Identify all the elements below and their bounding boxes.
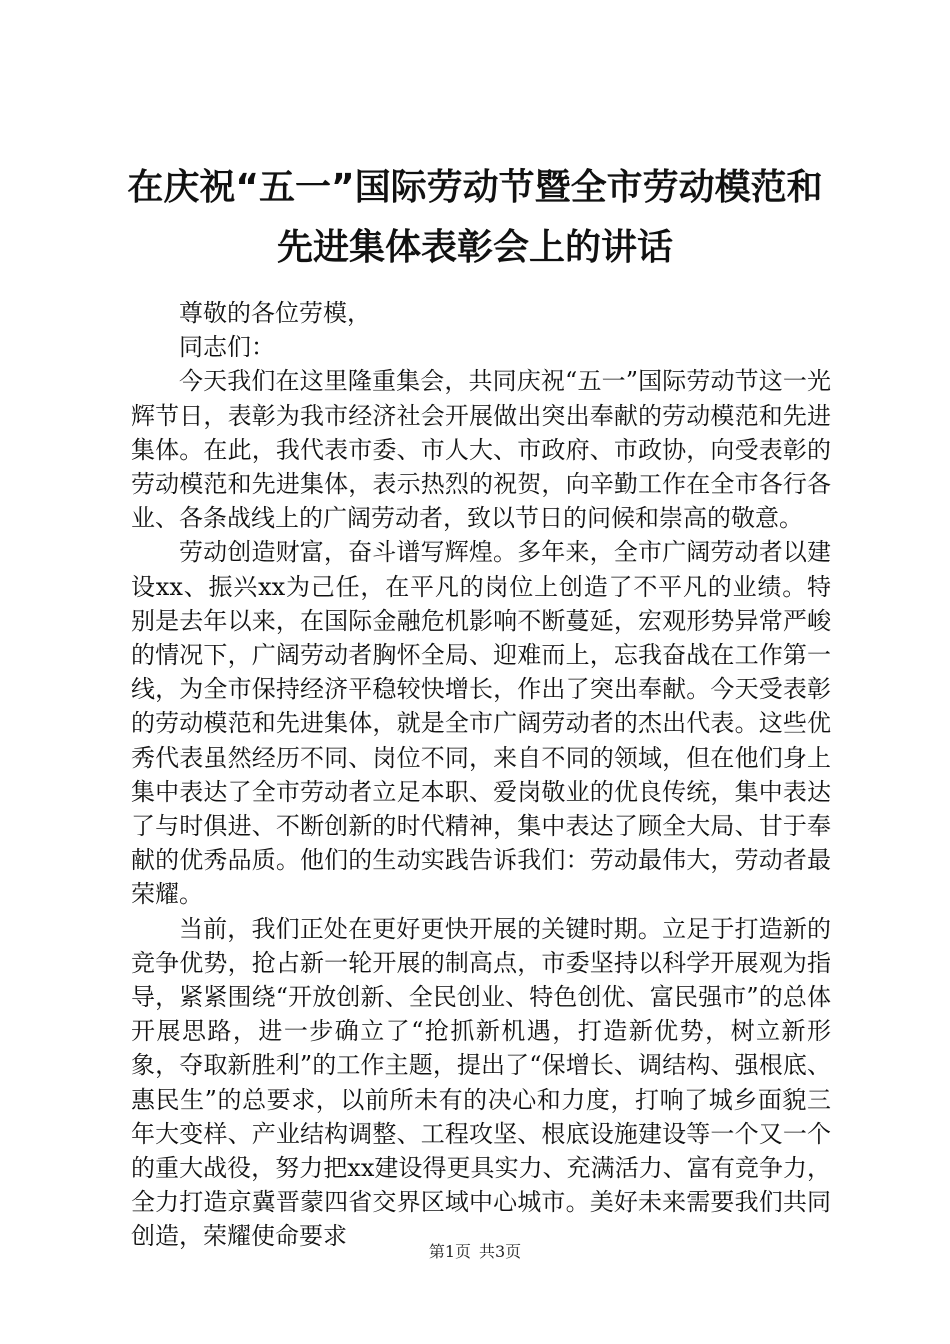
document-body [131, 296, 831, 1254]
title-line-2: 先进集体表彰会上的讲话 [276, 227, 673, 268]
body-paragraph: 今天我们在这里隆重集会，共同庆祝“五一”国际劳动节这一光辉节日，表彰为我市经济社会开展做出突出奉献的劳动模范和先进集体。在此，我代表市委、市人大、市政府、市政协，向受表彰的劳动模范和先进集体，表示热烈的祝贺，向辛勤工作在全市各行各业、各条战线上的广阔劳动者，致以节日的问候和崇高的敬意。 [131, 367, 831, 533]
page-title [90, 158, 860, 278]
salutation-line: 同志们： [179, 333, 275, 362]
page-total: 共3页 [479, 1242, 522, 1261]
page-footer [0, 1242, 950, 1262]
page-number: 第1页 [428, 1242, 471, 1261]
body-paragraph: 劳动创造财富，奋斗谱写辉煌。多年来，全市广阔劳动者以建设xx、振兴xx为己任，在平凡的岗位上创造了不平凡的业绩。特别是去年以来，在国际金融危机影响不断蔓延，宏观形势异常严峻的情况下，广阔劳动者胸怀全局、迎难而上，忘我奋战在工作第一线，为全市保持经济平稳较快增长，作出了突出奉献。今天受表彰的劳动模范和先进集体，就是全市广阔劳动者的杰出代表。这些优秀代表虽然经历不同、岗位不同，来自不同的领域，但在他们身上集中表达了全市劳动者立足本职、爱岗敬业的优良传统，集中表达了与时俱进、不断创新的时代精神，集中表达了顾全大局、甘于奉献的优秀品质。他们的生动实践告诉我们：劳动最伟大，劳动者最荣耀。 [131, 538, 831, 909]
salutation-line: 尊敬的各位劳模， [179, 299, 371, 327]
title-line-1: 在庆祝“五一”国际劳动节暨全市劳动模范和 [127, 167, 823, 208]
body-paragraph: 当前，我们正处在更好更快开展的关键时期。立足于打造新的竞争优势，抢占新一轮开展的制高点，市委坚持以科学开展观为指导，紧紧围绕“开放创新、全民创业、特色创优、富民强市”的总体开展思路，进一步确立了“抢抓新机遇，打造新优势，树立新形象，夺取新胜利”的工作主题，提出了“保增长、调结构、强根底、惠民生”的总要求，以前所未有的决心和力度，打响了城乡面貌三年大变样、产业结构调整、工程攻坚、根底设施建设等一个又一个的重大战役，努力把xx建设得更具实力、充满活力、富有竞争力，全力打造京冀晋蒙四省交界区域中心城市。美好未来需要我们共同创造，荣耀使命要求 [131, 914, 831, 1251]
